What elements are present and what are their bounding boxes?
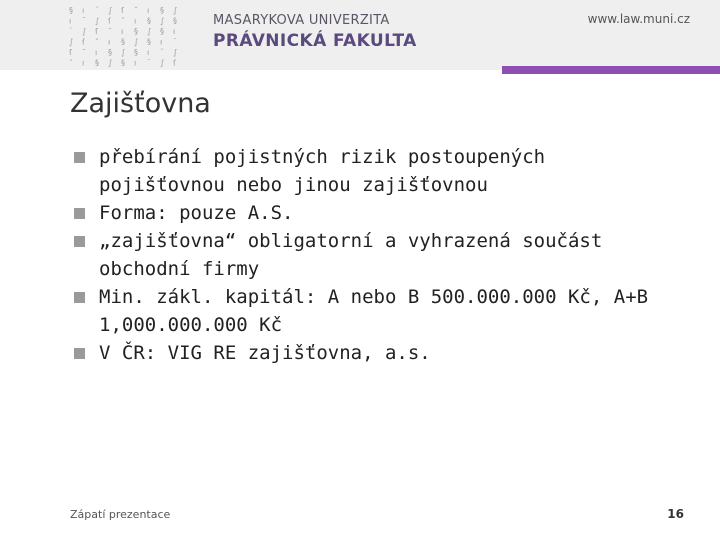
bullet-item [74,339,674,367]
svg-text:∫: ∫ [173,6,178,15]
page-number: 16 [667,507,684,521]
bullet-text: přebírání pojistných rizik postoupených pojišťovnou nebo jinou zajišťovnou [99,146,546,196]
bullet-item [74,283,674,339]
university-name: MASARYKOVA UNIVERZITA [213,13,390,28]
svg-text:˘: ˘ [121,16,125,26]
svg-text:¨: ¨ [173,37,177,47]
svg-text:¨: ¨ [160,48,164,57]
svg-text:˘: ˘ [95,37,99,47]
svg-text:§: § [160,6,164,15]
bullet-item [74,227,674,283]
svg-text:∫: ∫ [134,37,139,47]
svg-text:∫: ∫ [108,6,113,15]
svg-text:ı: ı [173,27,176,36]
muni-symbol-pattern-icon [66,3,184,67]
svg-text:∫: ∫ [108,58,113,67]
svg-text:ı: ı [82,6,85,15]
svg-text:ı: ı [147,6,150,15]
svg-text:∫: ∫ [147,27,152,36]
svg-text:§: § [69,6,73,15]
svg-text:ı: ı [108,37,111,47]
svg-text:¨: ¨ [95,6,99,15]
header-accent-bar [502,66,720,74]
svg-text:ı: ı [69,16,72,26]
svg-text:∫: ∫ [173,48,178,57]
svg-text:ı: ı [134,16,137,26]
svg-text:∫: ∫ [160,58,165,67]
svg-text:§: § [95,58,99,67]
bullet-square-icon [74,152,85,163]
svg-text:∫: ∫ [82,27,87,36]
website-url: www.law.muni.cz [587,12,690,26]
svg-text:ſ: ſ [82,37,85,47]
svg-text:§: § [108,48,112,57]
slide-header [0,0,720,70]
bullet-square-icon [74,348,85,359]
svg-text:ſ: ſ [108,16,111,26]
svg-text:∫: ∫ [160,16,165,26]
svg-text:¨: ¨ [82,16,86,26]
bullet-text: „zajišťovna“ obligatorní a vyhrazená součást obchodní firmy [99,230,603,280]
bullet-item [74,199,674,227]
svg-text:˘: ˘ [82,48,86,57]
bullet-text: Forma: pouze A.S. [99,202,294,224]
svg-text:§: § [121,58,125,67]
svg-text:˘: ˘ [134,6,138,15]
svg-text:ı: ı [147,48,150,57]
svg-text:ı: ı [121,27,124,36]
svg-text:ſ: ſ [173,58,176,67]
svg-text:§: § [121,37,125,47]
faculty-name: PRÁVNICKÁ FAKULTA [213,31,417,51]
bullet-square-icon [74,236,85,247]
footer-text: Zápatí prezentace [70,508,171,521]
bullet-item [74,143,674,199]
svg-text:§: § [147,16,151,26]
svg-text:§: § [160,27,164,36]
svg-text:¨: ¨ [69,27,73,36]
bullet-text: Min. zákl. kapitál: A nebo B 500.000.000 Kč, A+B 1,000.000.000 Kč [99,286,649,336]
svg-text:ı: ı [82,58,85,67]
svg-text:∫: ∫ [69,37,74,47]
bullet-square-icon [74,208,85,219]
svg-text:§: § [134,27,138,36]
svg-text:ſ: ſ [121,6,124,15]
svg-text:˘: ˘ [108,27,112,36]
svg-text:¨: ¨ [147,58,151,67]
svg-text:∫: ∫ [95,16,100,26]
bullet-square-icon [74,292,85,303]
svg-text:ſ: ſ [95,27,98,36]
svg-text:§: § [147,37,151,47]
slide-title: Zajišťovna [70,88,211,119]
svg-text:§: § [173,16,177,26]
svg-text:∫: ∫ [121,48,126,57]
svg-text:˘: ˘ [69,58,73,67]
bullet-list [74,143,674,367]
svg-text:§: § [134,48,138,57]
svg-text:ı: ı [95,48,98,57]
svg-text:ſ: ſ [69,48,72,57]
svg-text:ı: ı [160,37,163,47]
bullet-text: V ČR: VIG RE zajišťovna, a.s. [99,342,431,364]
svg-text:ı: ı [134,58,137,67]
